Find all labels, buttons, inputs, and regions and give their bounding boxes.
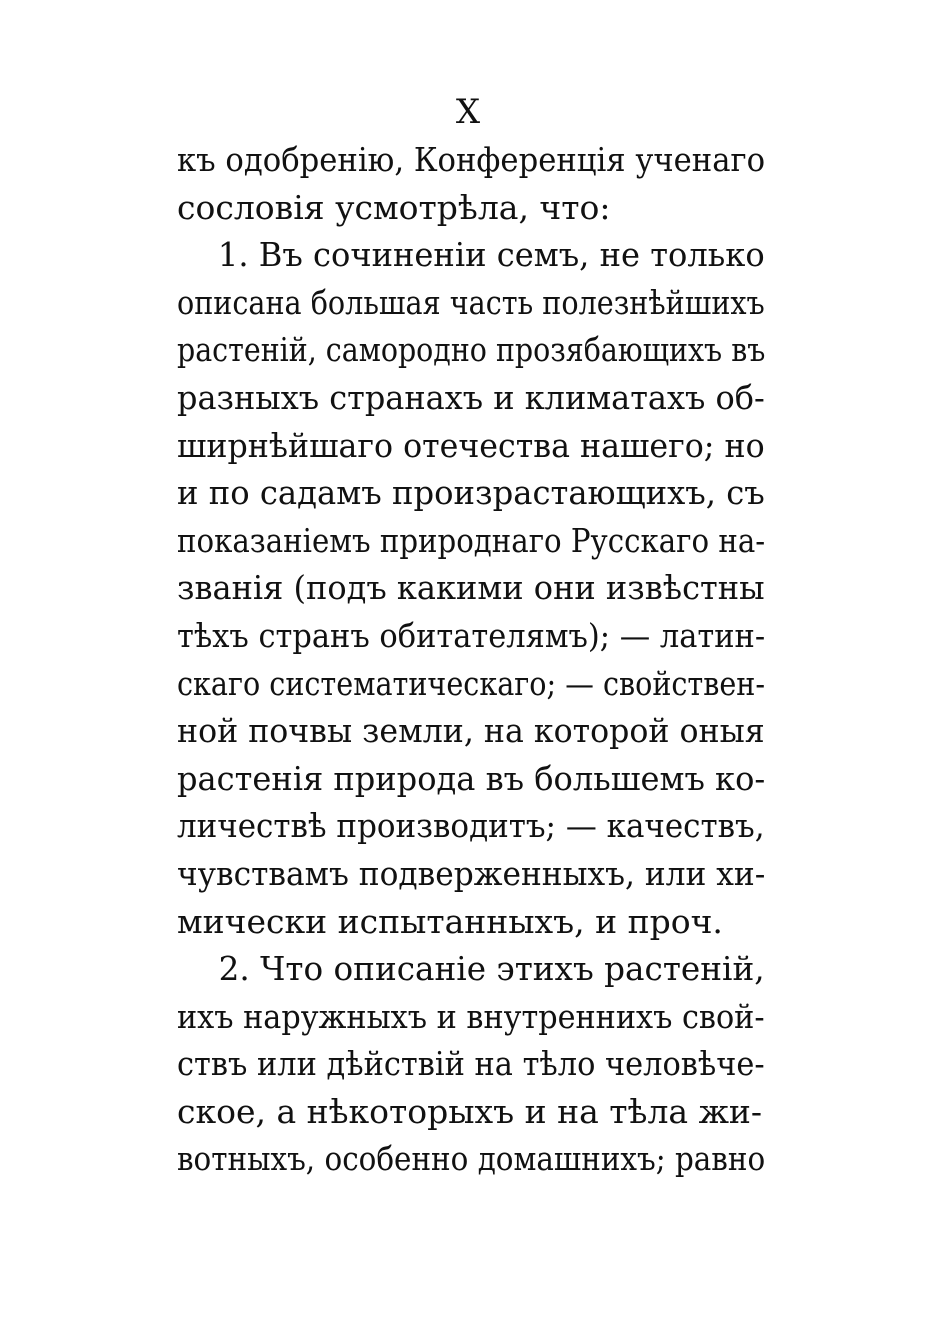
text-line: разныхъ странахъ и климатахъ об-: [177, 377, 765, 417]
text-line: и по садамъ произрастающихъ, съ: [177, 473, 765, 513]
text-line: мически испытанныхъ, и проч.: [177, 901, 723, 941]
text-line: ширнѣйшаго отечества нашего; но: [177, 425, 765, 465]
text-line: ной почвы земли, на которой оныя: [177, 711, 765, 751]
text-line: показаніемъ природнаго Русскаго на-: [177, 520, 766, 560]
text-line: вотныхъ, особенно домашнихъ; равно: [177, 1139, 766, 1179]
text-line: чувствамъ подверженныхъ, или хи-: [177, 853, 766, 893]
page-number: X: [455, 92, 481, 132]
text-line: растенія природа въ большемъ ко-: [177, 758, 766, 798]
text-line: растеній, самородно прозябающихъ въ: [177, 330, 766, 370]
paragraph-start-line: 2. Что описаніе этихъ растеній,: [218, 949, 765, 989]
paragraph-start-line: 1. Въ сочиненіи семъ, не только: [217, 235, 765, 275]
text-line: къ одобренію, Конференція ученаго: [177, 140, 766, 179]
text-line: сословія усмотрѣла, что:: [177, 187, 611, 227]
text-line: званія (подъ какими они извѣстны: [177, 568, 765, 608]
text-line: скаго систематическаго; — свойствен-: [177, 663, 766, 703]
text-line: ское, а нѣкоторыхъ и на тѣла жи-: [177, 1091, 763, 1131]
text-line: ихъ наружныхъ и внутреннихъ свой-: [177, 996, 765, 1036]
text-line: тѣхъ странъ обитателямъ); — латин-: [177, 615, 766, 655]
body-text: [177, 136, 765, 1183]
text-line: описана большая часть полезнѣйшихъ: [177, 282, 765, 322]
text-line: личествѣ производитъ; — качествъ,: [177, 806, 765, 846]
text-line: ствъ или дѣйствій на тѣло человѣче-: [177, 1044, 765, 1084]
